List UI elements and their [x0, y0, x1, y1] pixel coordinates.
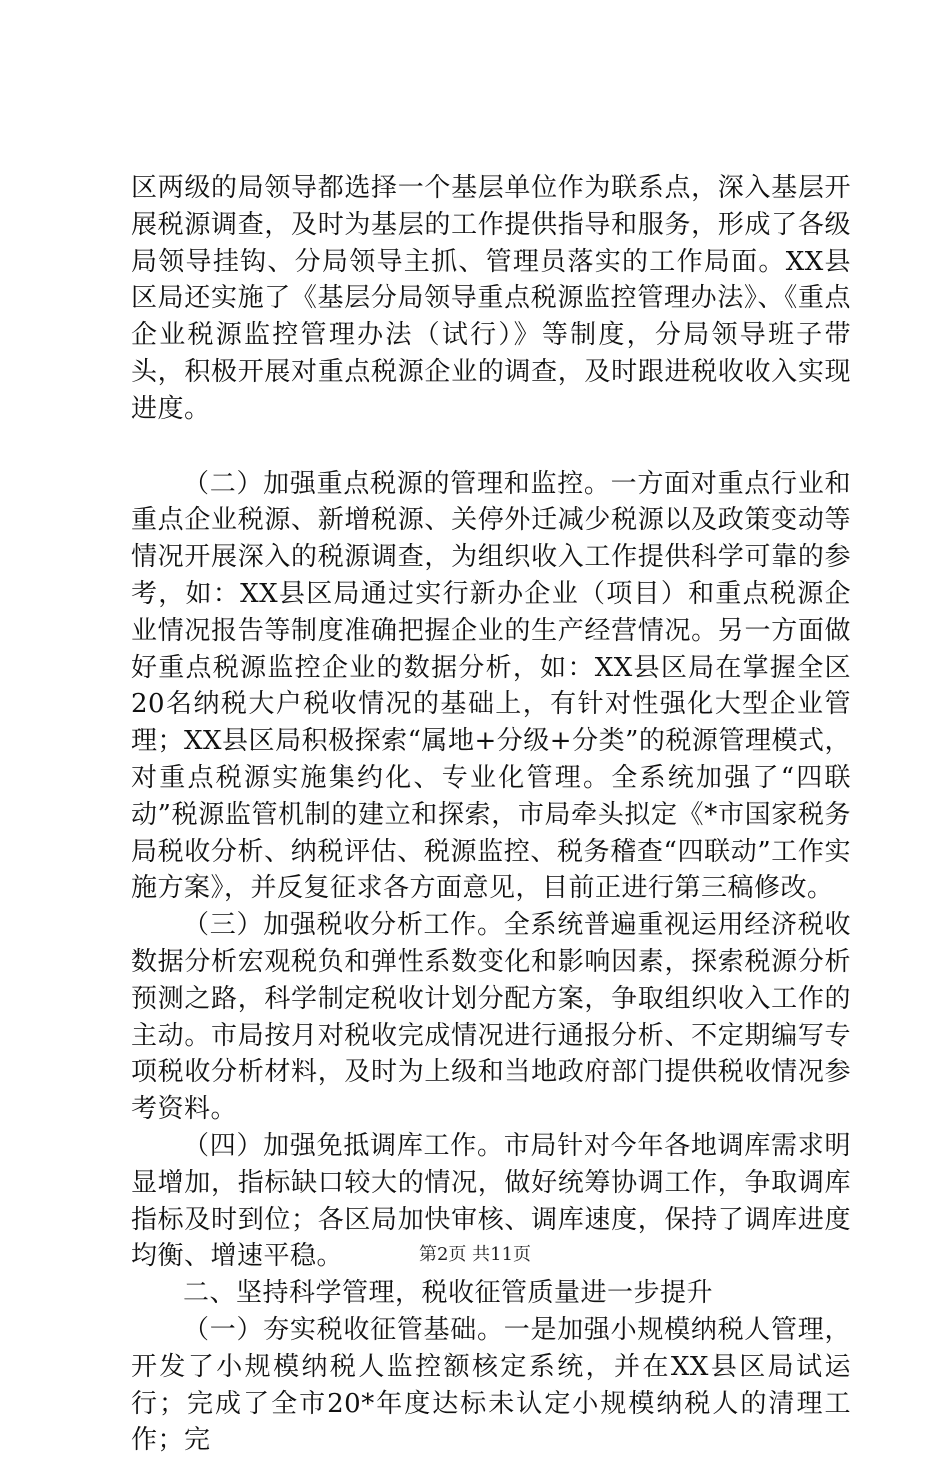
paragraph-section-2: （二）加强重点税源的管理和监控。一方面对重点行业和重点企业税源、新增税源、关停外迁减少税源以及政策变动等情况开展深入的税源调查，为组织收入工作提供科学可靠的参考，如：XX县区局通过实行新办企业（项目）和重点税源企业情况报告等制度准确把握企业的生产经营情况。另一方面做好重点税源监控企业的数据分析，如：XX县区局在掌握全区20名纳税大户税收情况的基础上，有针对性强化大型企业管理；XX县区局积极探索“属地+分级+分类”的税源管理模式，对重点税源实施集约化、专业化管理。全系统加强了“四联动”税源监管机制的建立和探索，市局牵头拟定《*市国家税务局税收分析、纳税评估、税源监控、税务稽查“四联动”工作实施方案》，并反复征求各方面意见，目前正进行第三稿修改。	[131, 468, 851, 904]
section-heading: 二、坚持科学管理，税收征管质量进一步提升	[183, 1278, 714, 1309]
paragraph-section-3: （三）加强税收分析工作。全系统普遍重视运用经济税收数据分析宏观税负和弹性系数变化和影响因素，探索税源分析预测之路，科学制定税收计划分配方案，争取组织收入工作的主动。市局按月对税收完成情况进行通报分析、不定期编写专项税收分析材料，及时为上级和当地政府部门提供税收情况参考资料。	[131, 910, 851, 1125]
paragraph-continuation: 区两级的局领导都选择一个基层单位作为联系点，深入基层开展税源调查，及时为基层的工作提供指导和服务，形成了各级局领导挂钩、分局领导主抓、管理员落实的工作局面。XX县区局还实施了《基层分局领导重点税源监控管理办法》、《重点企业税源监控管理办法（试行）》等制度，分局领导班子带头，积极开展对重点税源企业的调查，及时跟进税收收入实现进度。	[131, 173, 851, 424]
paragraph-section-4: （四）加强免抵调库工作。市局针对今年各地调库需求明显增加，指标缺口较大的情况，做好统筹协调工作，争取调库指标及时到位；各区局加快审核、调库速度，保持了调库进度均衡、增速平稳。	[131, 1130, 851, 1272]
paragraph-subsection-1: （一）夯实税收征管基础。一是加强小规模纳税人管理，开发了小规模纳税人监控额核定系统，并在XX县区局试运行；完成了全市20*年度达标未认定小规模纳税人的清理工作；完	[131, 1314, 851, 1456]
page-footer: 第2页 共11页	[418, 1244, 532, 1265]
